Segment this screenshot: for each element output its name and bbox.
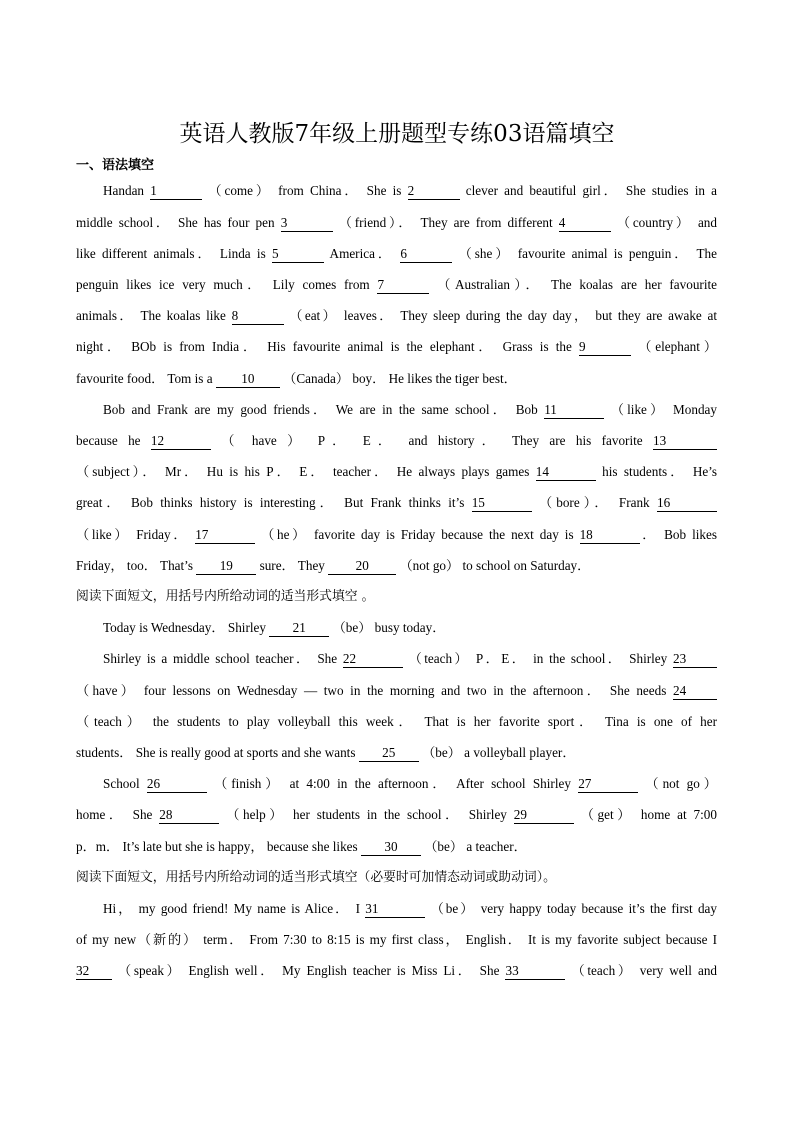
text-line [76, 213, 717, 233]
text-segment: 阅读下面短文，用括号内所给动词的适当形式填空 。 [76, 589, 375, 604]
text-line [76, 493, 717, 513]
blank-5[interactable]: 5 [272, 246, 324, 263]
text-line [76, 337, 717, 357]
text-segment: （be） busy today． [329, 620, 446, 635]
text-line [76, 961, 717, 981]
blank-29[interactable]: 29 [514, 807, 574, 824]
text-segment: （finish） at 4:00 in the afternoon． After school Shirley [206, 776, 579, 791]
blank-22[interactable]: 22 [343, 651, 403, 668]
blank-17[interactable]: 17 [195, 527, 255, 544]
text-segment: （bore）． Frank [531, 495, 657, 510]
section-heading: 一、语法填空 [76, 158, 155, 173]
blank-24[interactable]: 24 [673, 683, 717, 700]
text-segment: great． Bob thinks history is interesting． But Frank thinks it’s [76, 495, 472, 510]
text-line [76, 774, 717, 794]
blank-7[interactable]: 7 [377, 277, 429, 294]
text-line [76, 431, 717, 451]
blank-20[interactable]: 20 [328, 558, 396, 575]
blank-6[interactable]: 6 [400, 246, 452, 263]
text-segment: （eat） leaves． They sleep during the day day， but they are awake at [283, 308, 718, 323]
blank-13[interactable]: 13 [653, 433, 717, 450]
text-segment: middle school． She has four pen [76, 215, 281, 230]
blank-21[interactable]: 21 [269, 620, 329, 637]
text-segment: （she） favourite animal is penguin． The [452, 246, 717, 261]
text-segment: （be） a volleyball player． [418, 745, 576, 760]
text-line [76, 618, 717, 638]
text-line [76, 649, 717, 669]
text-segment: animals． The koalas like [76, 308, 232, 323]
blank-16[interactable]: 16 [657, 495, 717, 512]
text-line [76, 899, 717, 919]
text-line [76, 369, 717, 389]
text-segment: （friend）． They are from different [332, 215, 559, 230]
text-segment: his students． He’s [595, 464, 717, 479]
blank-28[interactable]: 28 [159, 807, 219, 824]
text-segment: （like） Monday [604, 402, 717, 417]
text-line [76, 306, 717, 326]
text-segment: （help） her students in the school． Shirley [219, 807, 514, 822]
text-segment: School [103, 776, 147, 791]
blank-12[interactable]: 12 [151, 433, 211, 450]
text-line [76, 556, 717, 576]
text-segment: （Australian）． The koalas are her favourite [429, 277, 718, 292]
text-line [76, 244, 717, 264]
blank-31[interactable]: 31 [365, 901, 425, 918]
text-segment: Shirley is a middle school teacher． She [103, 651, 343, 666]
text-segment: favourite food． Tom is a [76, 371, 216, 386]
text-segment: home． She [76, 807, 160, 822]
text-segment: penguin likes ice very much． Lily comes from [76, 277, 378, 292]
text-segment: （teach） the students to play volleyball this week． That is her favorite sport． Tina is one of her [76, 714, 717, 729]
text-segment: students． She is really good at sports and she wants [76, 745, 359, 760]
text-segment: Hi， my good friend! My name is Alice． I [103, 901, 366, 916]
blank-23[interactable]: 23 [673, 651, 717, 668]
text-segment: （have） four lessons on Wednesday — two in the morning and two in the afternoon． She needs [76, 683, 673, 698]
text-segment: （like） Friday． [76, 527, 196, 542]
text-line [76, 462, 717, 482]
blank-26[interactable]: 26 [147, 776, 207, 793]
blank-25[interactable]: 25 [359, 745, 419, 762]
text-line [76, 712, 717, 732]
text-segment: （teach） very well and [565, 963, 718, 978]
text-segment: Today is Wednesday． Shirley [103, 620, 270, 635]
blank-11[interactable]: 11 [544, 402, 604, 419]
blank-27[interactable]: 27 [578, 776, 638, 793]
text-line [76, 181, 717, 201]
blank-33[interactable]: 33 [505, 963, 565, 980]
blank-10[interactable]: 10 [216, 371, 280, 388]
text-segment: Handan [103, 183, 151, 198]
blank-1[interactable]: 1 [150, 183, 202, 200]
blank-14[interactable]: 14 [536, 464, 596, 481]
text-segment: ． Bob likes [639, 527, 718, 542]
blank-32[interactable]: 32 [76, 963, 112, 980]
text-segment: clever and beautiful girl． She studies in a [459, 183, 717, 198]
text-segment: sure． They [256, 558, 329, 573]
text-segment: （be） a teacher． [420, 839, 527, 854]
blank-30[interactable]: 30 [361, 839, 421, 856]
text-line [76, 930, 717, 950]
text-segment: because he [76, 433, 151, 448]
text-segment: Bob and Frank are my good friends． We are in the same school． Bob [103, 402, 545, 417]
text-segment: America． [324, 246, 401, 261]
text-segment: （Canada） boy． He likes the tiger best． [279, 371, 517, 386]
text-segment: Friday， too． That’s [76, 558, 197, 573]
text-line [76, 743, 717, 763]
text-segment: （ have ） P． E． and history． They are his favorite [210, 433, 653, 448]
text-segment: p．m． It’s late but she is happy， because she likes [76, 839, 361, 854]
text-line [76, 400, 717, 420]
text-line [76, 587, 717, 607]
blank-4[interactable]: 4 [559, 215, 611, 232]
page-title: 英语人教版7年级上册题型专练03语篇填空 [179, 121, 615, 147]
text-line [76, 868, 717, 888]
text-segment: night． BOb is from India． His favourite animal is the elephant． Grass is the [76, 339, 580, 354]
blank-19[interactable]: 19 [196, 558, 256, 575]
text-segment: （be） very happy today because it’s the first day [425, 901, 717, 916]
text-segment: like different animals． Linda is [76, 246, 272, 261]
text-segment: （speak） English well． My English teacher is Miss Li． She [112, 963, 506, 978]
text-segment: （he） favorite day is Friday because the next day is [255, 527, 580, 542]
blank-3[interactable]: 3 [281, 215, 333, 232]
text-line [76, 275, 717, 295]
text-segment: 阅读下面短文，用括号内所给动词的适当形式填空（必要时可加情态动词或助动词）。 [76, 870, 556, 885]
text-segment: （elephant） [631, 339, 718, 354]
text-line [76, 525, 717, 545]
text-line [76, 837, 717, 857]
text-segment: （not go） to school on Saturday． [396, 558, 591, 573]
blank-8[interactable]: 8 [232, 308, 284, 325]
text-line [76, 681, 717, 701]
text-segment: （come） from China． She is [202, 183, 408, 198]
text-line [76, 805, 717, 825]
blank-18[interactable]: 18 [580, 527, 640, 544]
text-segment: of my new（新的） term． From 7:30 to 8:15 is my first class， English． It is my favorite subject because I [76, 932, 717, 947]
blank-2[interactable]: 2 [408, 183, 460, 200]
text-segment: （not go） [638, 776, 717, 791]
blank-9[interactable]: 9 [579, 339, 631, 356]
text-segment: （teach） P．E． in the school． Shirley [402, 651, 673, 666]
text-segment: （country） and [610, 215, 717, 230]
text-segment: （subject）． Mr． Hu is his P． E． teacher． He always plays games [76, 464, 536, 479]
text-segment: （get） home at 7:00 [573, 807, 717, 822]
blank-15[interactable]: 15 [472, 495, 532, 512]
